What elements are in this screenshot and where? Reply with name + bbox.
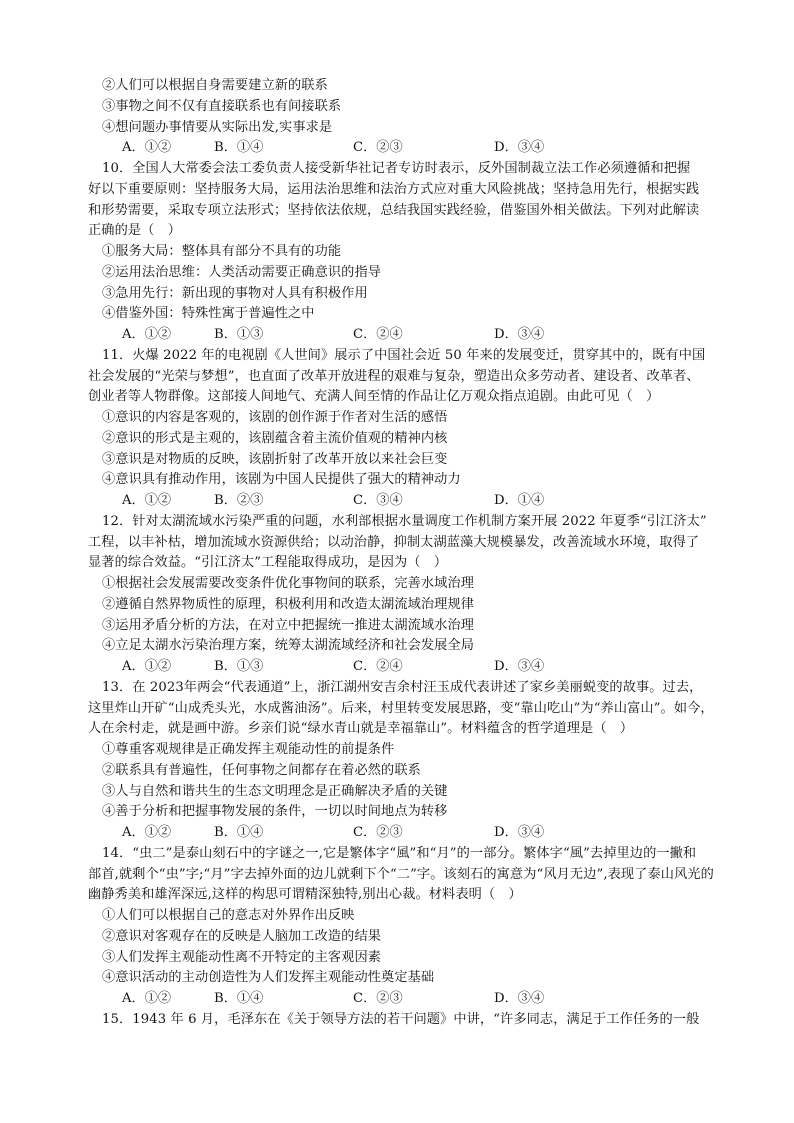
option-b: B．①④ <box>214 825 264 840</box>
option-a: A．①② <box>122 140 172 156</box>
choice-item: ③急用先行：新出现的事物对人具有积极作用 <box>102 285 368 301</box>
question-stem: 显著的综合效益。“引江济太”工程能取得成功，是因为（ ） <box>88 555 448 571</box>
option-b: B．①③ <box>214 327 264 342</box>
choice-item: ④善于分析和把握事物发展的条件，一切以时间地点为转移 <box>102 804 448 820</box>
option-c: C．②④ <box>353 659 403 674</box>
choice-item: ②遵循自然界物质性的原理，积极利用和改造太湖流域治理规律 <box>102 596 475 612</box>
question-stem: 14．“虫二”是泰山刻石中的字谜之一,它是繁体字“風”和“月”的一部分。繁体字“風”去掉里边的一撇和 <box>102 845 697 861</box>
option-c: C．②③ <box>353 825 403 840</box>
question-12 <box>88 512 706 678</box>
choice-item: ③事物之间不仅有直接联系也有间接联系 <box>102 98 342 114</box>
question-stem: 正确的是（ ） <box>88 223 182 239</box>
question-10 <box>88 159 706 346</box>
option-c: C．③④ <box>353 493 403 508</box>
option-a: A．①② <box>122 825 172 840</box>
answer-options <box>88 989 706 1010</box>
choice-item: ④想问题办事情要从实际出发,实事求是 <box>102 119 333 135</box>
choice-item: ②人们可以根据自身需要建立新的联系 <box>102 78 328 93</box>
option-d: D．①④ <box>494 493 545 508</box>
option-d: D．③④ <box>494 659 545 674</box>
option-c: C．②③ <box>353 140 403 156</box>
question-stem: 10．全国人大常委会法工委负责人接受新华社记者专访时表示，反外国制裁立法工作必须遵循和把握 <box>102 161 691 176</box>
option-d: D．③④ <box>494 140 545 156</box>
exam-page <box>88 76 714 1031</box>
question-13 <box>88 678 714 844</box>
option-b: B．①③ <box>214 659 264 674</box>
option-a: A．①② <box>122 493 172 508</box>
question-9-tail <box>88 76 706 159</box>
question-stem: 社会发展的“光荣与梦想”，也直面了改革开放进程的艰难与复杂，塑造出众多劳动者、建设者、改革者、 <box>88 368 700 384</box>
option-b: B．①④ <box>214 991 264 1006</box>
answer-options <box>88 657 706 678</box>
option-d: D．③④ <box>494 825 545 840</box>
choice-item: ①意识的内容是客观的，该剧的创作源于作者对生活的感悟 <box>102 410 448 425</box>
choice-item: ①服务大局：整体具有部分不具有的功能 <box>102 244 342 259</box>
choice-item: ②运用法治思维：人类活动需要正确意识的指导 <box>102 264 382 280</box>
question-stem: 11．火爆 2022 年的电视剧《人世间》展示了中国社会近 50 年来的发展变迁，贯穿其中的，既有中国 <box>102 347 706 363</box>
choice-item: ①根据社会发展需要改变条件优化事物间的联系，完善水域治理 <box>102 576 475 591</box>
question-stem: 创业者等人物群像。这部接人间地气、充满人间至情的作品让亿万观众指点追剧。由此可见（ ） <box>88 389 660 405</box>
question-stem: 部首,就剩个“虫”字;“月”字去掉外面的边儿就剩下个“二”字。该刻石的寓意为“风月无边”,表现了泰山风光的 <box>88 866 714 882</box>
question-15 <box>88 1010 706 1031</box>
question-stem: 幽静秀美和雄浑深远,这样的构思可谓精深独特,别出心裁。材料表明（ ） <box>88 887 522 903</box>
option-a: A．①② <box>122 327 172 342</box>
question-stem: 和形势需要，采取专项立法形式；坚持依法依规，总结我国实践经验，借鉴国外相关做法。下列对此解读 <box>88 202 700 218</box>
choice-item: ③运用矛盾分析的方法，在对立中把握统一推进太湖流域水治理 <box>102 617 475 633</box>
choice-item: ④意识具有推动作用，该剧为中国人民提供了强大的精神动力 <box>102 472 461 488</box>
question-stem: 15．1943 年 6 月，毛泽东在《关于领导方法的若干问题》中讲，“许多同志，满足于工作任务的一般 <box>102 1011 700 1027</box>
answer-options <box>88 823 706 844</box>
choice-item: ②意识对客观存在的反映是人脑加工改造的结果 <box>102 928 382 944</box>
option-d: D．③④ <box>494 327 545 342</box>
question-11 <box>88 346 706 512</box>
choice-item: ③人与自然和谐共生的生态文明理念是正确解决矛盾的关键 <box>102 783 448 799</box>
choice-item: ③人们发挥主观能动性离不开特定的主客观因素 <box>102 949 382 965</box>
question-stem: 这里炸山开矿“山成秃头光，水成酱油汤”。后来，村里转变发展思路，变“靠山吃山”为“养山富山”。如今， <box>88 700 714 716</box>
question-stem: 好以下重要原则：坚持服务大局，运用法治思维和法治方式应对重大风险挑战；坚持急用先行，根据实践 <box>88 181 700 197</box>
choice-item: ④立足太湖水污染治理方案，统筹太湖流域经济和社会发展全局 <box>102 638 475 654</box>
option-a: A．①② <box>122 991 172 1006</box>
option-a: A．①② <box>122 659 172 674</box>
option-d: D．③④ <box>494 991 545 1006</box>
question-stem: 人在余村走，就是画中游。乡亲们说“绿水青山就是幸福靠山”。材料蕴含的哲学道理是（ ） <box>88 721 634 737</box>
choice-item: ①人们可以根据自己的意志对外界作出反映 <box>102 908 355 923</box>
choice-item: ④意识活动的主动创造性为人们发挥主观能动性奠定基础 <box>102 970 435 986</box>
answer-options <box>88 491 706 512</box>
question-stem: 13．在 2023年两会“代表通道”上，浙江湖州安吉余村汪玉成代表讲述了家乡美丽蜕变的故事。过去， <box>102 679 703 695</box>
option-c: C．②③ <box>353 991 403 1006</box>
choice-item: ③意识是对物质的反映，该剧折射了改革开放以来社会巨变 <box>102 451 448 467</box>
option-b: B．①④ <box>214 140 264 156</box>
option-b: B．②③ <box>214 493 264 508</box>
question-stem: 工程，以丰补枯，增加流域水资源供给；以动治静，抑制太湖蓝藻大规模暴发，改善流域水环境，取得了 <box>88 534 700 550</box>
option-c: C．②④ <box>353 327 403 342</box>
choice-item: ①尊重客观规律是正确发挥主观能动性的前提条件 <box>102 742 395 757</box>
question-stem: 12．针对太湖流域水污染严重的问题，水利部根据水量调度工作机制方案开展 2022 年夏季“引江济太” <box>102 513 707 529</box>
answer-options <box>88 138 706 159</box>
answer-options <box>88 325 706 346</box>
choice-item: ④借鉴外国：特殊性寓于普遍性之中 <box>102 306 315 322</box>
question-14 <box>88 844 714 1010</box>
choice-item: ②意识的形式是主观的，该剧蕴含着主流价值观的精神内核 <box>102 430 448 446</box>
choice-item: ②联系具有普遍性，任何事物之间都存在着必然的联系 <box>102 762 421 778</box>
